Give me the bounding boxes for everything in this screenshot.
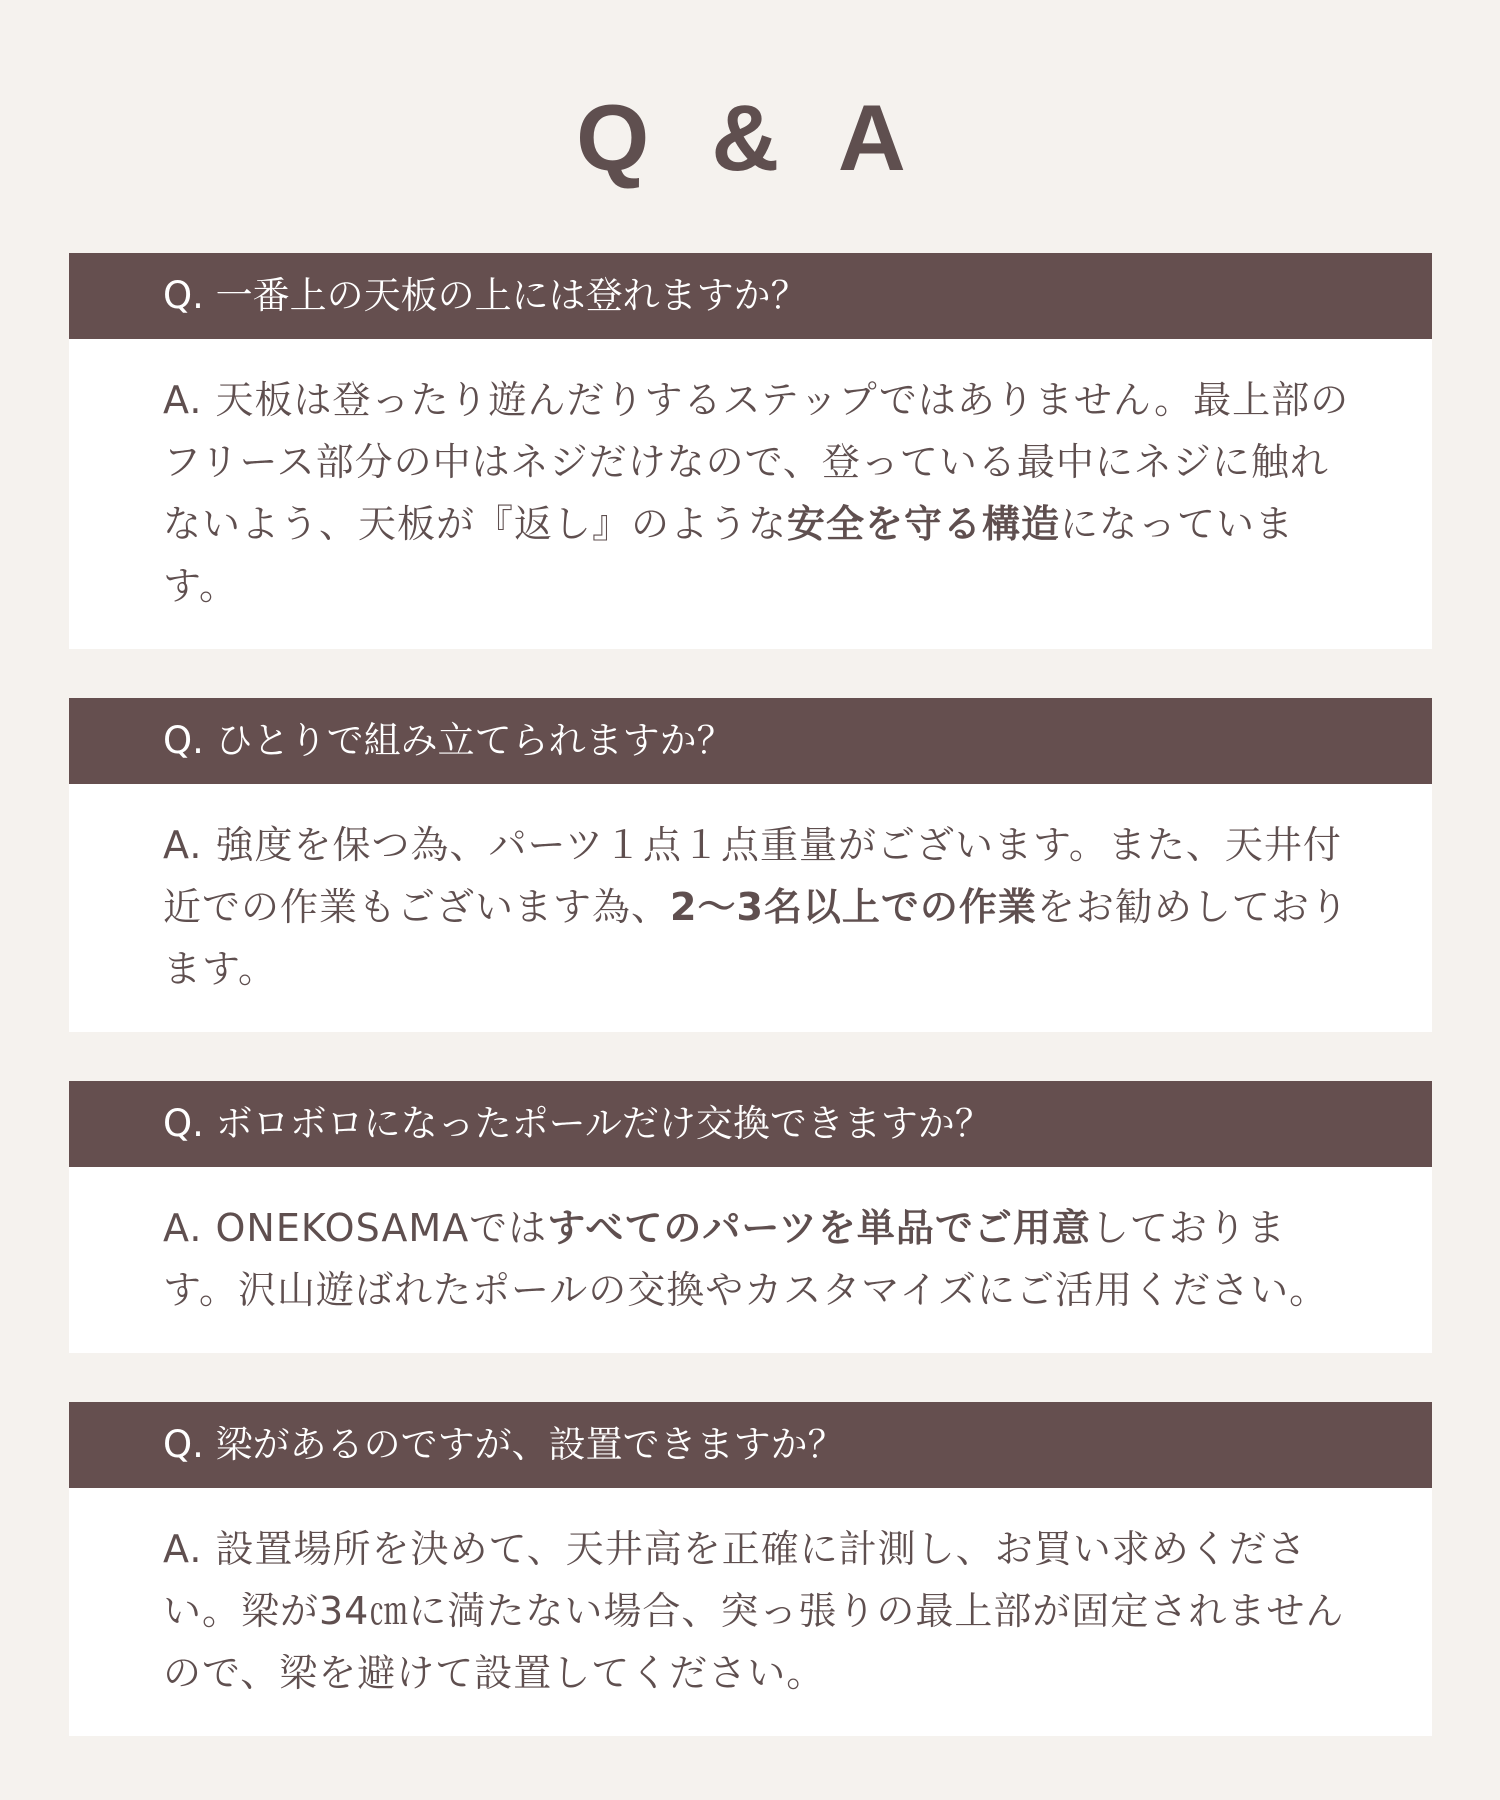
answer-text: A. 設置場所を決めて、天井高を正確に計測し、お買い求めください。梁が34㎝に満たない場合、突っ張りの最上部が固定されませんので、梁を避けて設置してください。 xyxy=(163,1527,1345,1695)
answer-text: A. 強度を保つ為、パーツ１点１点重量がございます。また、天井付近での作業もございます為、 xyxy=(163,823,1342,929)
qa-item xyxy=(69,1081,1432,1353)
answer-emphasis: 安全を守る構造 xyxy=(787,502,1061,546)
qa-answer xyxy=(69,339,1432,649)
qa-item xyxy=(69,698,1432,1032)
qa-answer xyxy=(69,1167,1432,1353)
answer-text: になっています。 xyxy=(163,502,1295,608)
qa-answer xyxy=(69,1488,1432,1736)
qa-question: Q. 一番上の天板の上には登れますか？ xyxy=(69,253,1432,339)
answer-text: しております。沢山遊ばれたポールの交換やカスタマイズにご活用ください。 xyxy=(163,1206,1329,1312)
answer-text: A. ONEKOSAMAでは xyxy=(163,1206,548,1250)
answer-emphasis: すべてのパーツを単品でご用意 xyxy=(547,1206,1091,1250)
qa-item xyxy=(69,1402,1432,1736)
answer-text: A. 天板は登ったり遊んだりするステップではありません。最上部のフリース部分の中はネジだけなので、登っている最中にネジに触れないよう、天板が『返し』のような xyxy=(163,378,1350,546)
page-title: Q & A xyxy=(576,85,924,190)
qa-question: Q. ひとりで組み立てられますか？ xyxy=(69,698,1432,784)
answer-emphasis: 2〜3名以上での作業 xyxy=(670,885,1037,929)
answer-text: をお勧めしております。 xyxy=(163,885,1349,991)
qa-question: Q. ボロボロになったポールだけ交換できますか？ xyxy=(69,1081,1432,1167)
qa-answer xyxy=(69,784,1432,1032)
qa-question: Q. 梁があるのですが、設置できますか？ xyxy=(69,1402,1432,1488)
qa-list xyxy=(69,253,1432,1785)
qa-item xyxy=(69,253,1432,649)
